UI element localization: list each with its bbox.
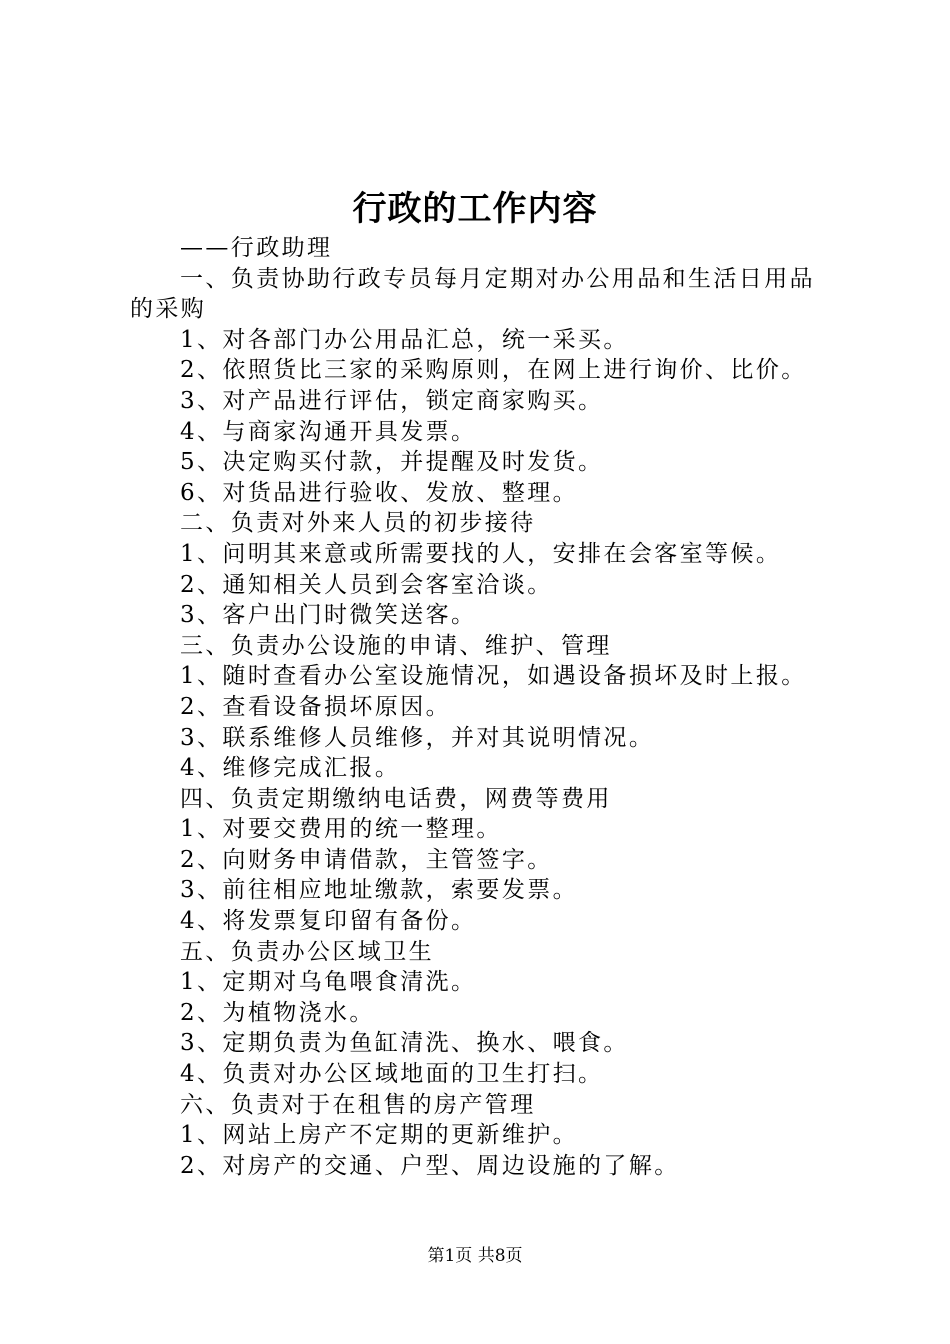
list-item: 2、向财务申请借款，主管签字。: [180, 846, 553, 873]
document-title: 行政的工作内容: [352, 189, 598, 229]
list-item: 1、网站上房产不定期的更新维护。: [180, 1122, 579, 1149]
list-item: 3、客户出门时微笑送客。: [180, 602, 477, 629]
section-heading-1: 一、负责协助行政专员每月定期对办公用品和生活日用品的采购: [130, 265, 815, 323]
list-item: 3、前往相应地址缴款，索要发票。: [180, 877, 579, 904]
list-item: 2、依照货比三家的采购原则，在网上进行询价、比价。: [180, 357, 807, 384]
list-item: 4、负责对办公区域地面的卫生打扫。: [180, 1061, 604, 1088]
list-item: 2、为植物浇水。: [180, 999, 375, 1026]
list-item: 1、问明其来意或所需要找的人，安排在会客室等候。: [180, 540, 782, 567]
section-heading-6: 六、负责对于在租售的房产管理: [180, 1091, 536, 1118]
list-item: 3、联系维修人员维修，并对其说明情况。: [180, 724, 655, 751]
list-item: 2、对房产的交通、户型、周边设施的了解。: [180, 1152, 680, 1179]
list-item: 6、对货品进行验收、发放、整理。: [180, 479, 579, 506]
list-item: 5、决定购买付款，并提醒及时发货。: [180, 449, 604, 476]
section-heading-4: 四、负责定期缴纳电话费，网费等费用: [180, 785, 612, 812]
list-item: 3、对产品进行评估，锁定商家购买。: [180, 387, 604, 414]
list-item: 1、定期对乌龟喂食清洗。: [180, 969, 477, 996]
document-subtitle: ——行政助理: [180, 235, 333, 261]
list-item: 2、查看设备损坏原因。: [180, 693, 452, 720]
list-item: 3、定期负责为鱼缸清洗、换水、喂食。: [180, 1030, 629, 1057]
list-item: 4、与商家沟通开具发票。: [180, 418, 477, 445]
document-body: [130, 233, 840, 1181]
section-heading-3: 三、负责办公设施的申请、维护、管理: [180, 632, 612, 659]
list-item: 1、对要交费用的统一整理。: [180, 816, 502, 843]
list-item: 4、维修完成汇报。: [180, 755, 401, 782]
list-item: 2、通知相关人员到会客室洽谈。: [180, 571, 553, 598]
section-heading-5: 五、负责办公区域卫生: [180, 938, 434, 965]
list-item: 1、随时查看办公室设施情况，如遇设备损坏及时上报。: [180, 663, 807, 690]
page-footer: 第1页 共8页: [427, 1246, 523, 1266]
list-item: 1、对各部门办公用品汇总，统一采买。: [180, 326, 629, 353]
section-heading-2: 二、负责对外来人员的初步接待: [180, 510, 536, 537]
list-item: 4、将发票复印留有备份。: [180, 908, 477, 935]
